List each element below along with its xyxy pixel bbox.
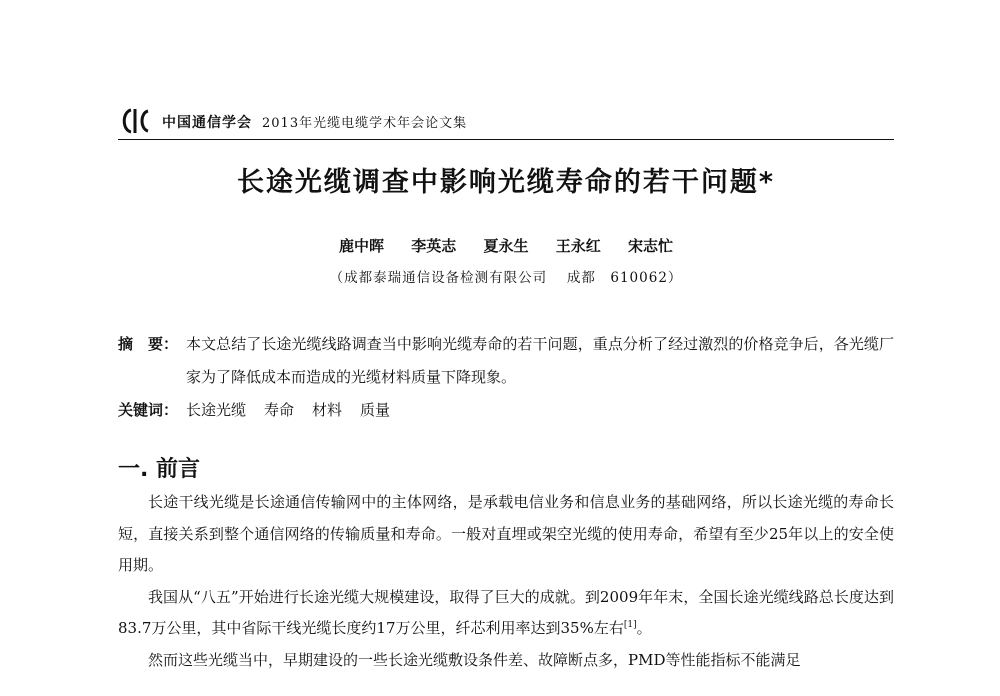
author-name: 宋志忙 bbox=[627, 237, 673, 255]
paragraph-text: 我国从“八五”开始进行长途光缆大规模建设，取得了巨大的成就。到2009年年末，全国长途光缆线路总长度达到83.7万公里，其中省际干线光缆长度约17万公里，纤芯利用率达到35%左右 bbox=[118, 587, 894, 637]
page-header bbox=[118, 100, 894, 136]
paper-title: 长途光缆调查中影响光缆寿命的若干问题* bbox=[236, 167, 776, 198]
author-name: 夏永生 bbox=[483, 237, 529, 255]
keyword: 长途光缆 bbox=[186, 401, 247, 419]
section-body bbox=[118, 487, 894, 676]
header-org: 中国通信学会 bbox=[162, 115, 252, 131]
abstract-text: 本文总结了长途光缆线路调查当中影响光缆寿命的若干问题，重点分析了经过激烈的价格竞争后，各光缆厂家为了降低成本而造成的光缆材料质量下降现象。 bbox=[186, 335, 894, 386]
paragraph-end: 。 bbox=[636, 619, 652, 637]
author-name: 鹿中晖 bbox=[338, 237, 384, 255]
keyword: 寿命 bbox=[264, 401, 295, 419]
paragraph: 长途干线光缆是长途通信传输网中的主体网络，是承载电信业务和信息业务的基础网络，所以长途光缆的寿命长短，直接关系到整个通信网络的传输质量和寿命。一般对直埋或架空光缆的使用寿命，希望有至少25年以上的安全使用期。 bbox=[118, 493, 894, 574]
section-heading: 一. 前言 bbox=[118, 457, 201, 482]
keyword: 材料 bbox=[312, 401, 343, 419]
abstract-label: 摘 要： bbox=[118, 335, 179, 353]
affiliation: （成都泰瑞通信设备检测有限公司 成都 610062） bbox=[329, 270, 683, 286]
paragraph bbox=[118, 582, 894, 645]
cic-logo-icon bbox=[118, 106, 152, 136]
keyword: 质量 bbox=[360, 401, 391, 419]
author-list bbox=[118, 235, 894, 256]
abstract-block bbox=[118, 328, 894, 427]
citation-ref[interactable]: [1] bbox=[623, 620, 637, 630]
header-proceedings: 2013年光缆电缆学术年会论文集 bbox=[262, 116, 468, 131]
author-name: 李英志 bbox=[411, 237, 457, 255]
keywords-label: 关键词： bbox=[118, 401, 179, 419]
header-rule bbox=[118, 139, 894, 140]
paragraph: 然而这些光缆当中，早期建设的一些长途光缆敷设条件差、故障断点多，PMD等性能指标不能满足 bbox=[148, 650, 801, 669]
keywords-row bbox=[118, 394, 894, 427]
author-name: 王永红 bbox=[555, 237, 601, 255]
